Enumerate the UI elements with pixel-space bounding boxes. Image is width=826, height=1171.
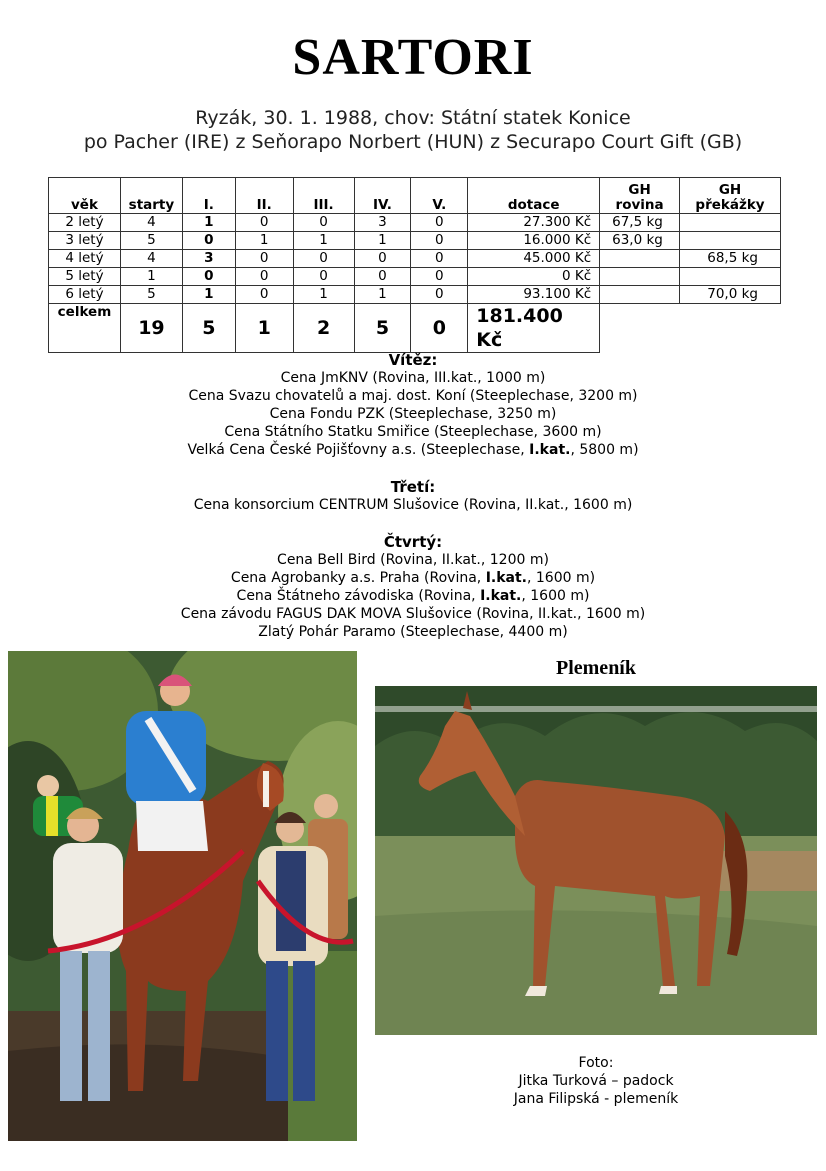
table-cell-age: 4 letý <box>49 250 121 268</box>
header-third: III. <box>293 178 354 214</box>
total-second: 1 <box>235 304 293 353</box>
header-second: II. <box>235 178 293 214</box>
table-cell-fifth: 0 <box>411 214 468 232</box>
photo-credit <box>375 1054 817 1108</box>
race-item-text: , 1600 m) <box>521 588 590 604</box>
table-cell-age: 5 letý <box>49 268 121 286</box>
table-cell-gh-jump: 70,0 kg <box>680 286 781 304</box>
race-item <box>0 441 826 459</box>
header-fourth: IV. <box>354 178 411 214</box>
table-cell-starts: 5 <box>120 286 182 304</box>
third-place-section <box>0 478 826 514</box>
table-cell-second: 0 <box>235 268 293 286</box>
table-cell-fourth: 0 <box>354 268 411 286</box>
table-cell-age: 6 letý <box>49 286 121 304</box>
race-item: Cena Bell Bird (Rovina, II.kat., 1200 m) <box>277 552 549 568</box>
photo-credit-stallion: Jana Filipská - plemeník <box>513 1091 679 1107</box>
table-cell-prize: 16.000 Kč <box>468 232 600 250</box>
table-cell-fifth: 0 <box>411 232 468 250</box>
table-cell-third: 0 <box>293 250 354 268</box>
table-cell-fourth: 3 <box>354 214 411 232</box>
photo-credit-label: Foto: <box>578 1055 614 1071</box>
total-third: 2 <box>293 304 354 353</box>
total-label: celkem <box>49 304 121 353</box>
table-cell-starts: 4 <box>120 214 182 232</box>
table-cell-gh-flat <box>600 250 680 268</box>
table-cell-second: 0 <box>235 286 293 304</box>
table-row <box>49 268 781 286</box>
stallion-photo <box>375 686 817 1035</box>
table-cell-fifth: 0 <box>411 250 468 268</box>
paddock-photo <box>8 651 357 1141</box>
table-cell-prize: 45.000 Kč <box>468 250 600 268</box>
table-cell-first: 1 <box>182 214 235 232</box>
table-cell-second: 0 <box>235 250 293 268</box>
table-cell-third: 1 <box>293 232 354 250</box>
table-cell-second: 1 <box>235 232 293 250</box>
table-cell-first: 3 <box>182 250 235 268</box>
header-gh-jump: GH překážky <box>680 178 781 214</box>
table-cell-third: 0 <box>293 214 354 232</box>
table-cell-fourth: 1 <box>354 286 411 304</box>
header-starts: starty <box>120 178 182 214</box>
table-cell-gh-jump <box>680 232 781 250</box>
photo-credit-paddock: Jitka Turková – padock <box>518 1073 674 1089</box>
table-cell-prize: 93.100 Kč <box>468 286 600 304</box>
total-prize: 181.400 Kč <box>468 304 600 353</box>
table-cell-fifth: 0 <box>411 268 468 286</box>
header-gh-flat: GH rovina <box>600 178 680 214</box>
total-starts: 19 <box>120 304 182 353</box>
table-cell-first: 0 <box>182 268 235 286</box>
table-row <box>49 286 781 304</box>
horse-details: Ryzák, 30. 1. 1988, chov: Státní statek Konice <box>195 107 631 129</box>
race-item-text: Cena Štátneho závodiska (Rovina, <box>236 588 481 604</box>
race-item-text: Cena Agrobanky a.s. Praha (Rovina, <box>230 570 486 586</box>
race-item-text: Velká Cena České Pojišťovny a.s. (Steeplechase, <box>187 442 530 458</box>
table-total-row <box>49 304 781 353</box>
table-cell-gh-jump <box>680 268 781 286</box>
header-first: I. <box>182 178 235 214</box>
race-category-bold: I.kat. <box>485 570 527 586</box>
table-cell-gh-flat <box>600 286 680 304</box>
table-cell-fourth: 0 <box>354 250 411 268</box>
table-cell-starts: 4 <box>120 250 182 268</box>
table-cell-fourth: 1 <box>354 232 411 250</box>
total-blank-cell <box>600 304 781 353</box>
header-prize: dotace <box>468 178 600 214</box>
table-row <box>49 214 781 232</box>
table-cell-gh-jump <box>680 214 781 232</box>
table-cell-age: 2 letý <box>49 214 121 232</box>
fourth-place-section <box>0 533 826 641</box>
race-item: Cena Fondu PZK (Steeplechase, 3250 m) <box>269 406 557 422</box>
table-cell-gh-flat <box>600 268 680 286</box>
table-cell-gh-flat: 67,5 kg <box>600 214 680 232</box>
race-item: Cena Svazu chovatelů a maj. dost. Koní (Steeplechase, 3200 m) <box>188 388 638 404</box>
table-cell-age: 3 letý <box>49 232 121 250</box>
table-cell-prize: 0 Kč <box>468 268 600 286</box>
total-first: 5 <box>182 304 235 353</box>
table-header-row <box>49 178 781 214</box>
total-fourth: 5 <box>354 304 411 353</box>
table-row <box>49 232 781 250</box>
table-cell-prize: 27.300 Kč <box>468 214 600 232</box>
race-item: Zlatý Pohár Paramo (Steeplechase, 4400 m) <box>258 624 568 640</box>
table-cell-first: 0 <box>182 232 235 250</box>
horse-pedigree: po Pacher (IRE) z Seňorapo Norbert (HUN) z Securapo Court Gift (GB) <box>83 131 743 153</box>
race-item: Cena Státního Statku Smiřice (Steeplechase, 3600 m) <box>224 424 602 440</box>
table-cell-second: 0 <box>235 214 293 232</box>
table-cell-third: 0 <box>293 268 354 286</box>
total-fifth: 0 <box>411 304 468 353</box>
horse-name-title: SARTORI <box>292 29 534 86</box>
race-category-bold: I.kat. <box>529 442 571 458</box>
winner-heading: Vítěz: <box>388 351 438 369</box>
fourth-heading: Čtvrtý: <box>383 533 443 551</box>
table-row <box>49 250 781 268</box>
race-item <box>0 569 826 587</box>
header-fifth: V. <box>411 178 468 214</box>
third-heading: Třetí: <box>390 478 436 496</box>
race-category-bold: I.kat. <box>480 588 522 604</box>
race-item-text: , 1600 m) <box>526 570 596 586</box>
table-cell-gh-flat: 63,0 kg <box>600 232 680 250</box>
table-cell-third: 1 <box>293 286 354 304</box>
table-cell-fifth: 0 <box>411 286 468 304</box>
table-cell-starts: 1 <box>120 268 182 286</box>
race-item: Cena závodu FAGUS DAK MOVA Slušovice (Rovina, II.kat., 1600 m) <box>180 606 646 622</box>
winner-section <box>0 351 826 459</box>
table-cell-gh-jump: 68,5 kg <box>680 250 781 268</box>
race-item: Cena konsorcium CENTRUM Slušovice (Rovina, II.kat., 1600 m) <box>193 497 633 513</box>
race-item: Cena JmKNV (Rovina, III.kat., 1000 m) <box>280 370 546 386</box>
header-age: věk <box>49 178 121 214</box>
race-record-table <box>48 177 781 353</box>
race-item <box>0 587 826 605</box>
race-item-text: , 5800 m) <box>570 442 639 458</box>
stallion-caption: Plemeník <box>556 657 636 679</box>
table-cell-first: 1 <box>182 286 235 304</box>
table-cell-starts: 5 <box>120 232 182 250</box>
